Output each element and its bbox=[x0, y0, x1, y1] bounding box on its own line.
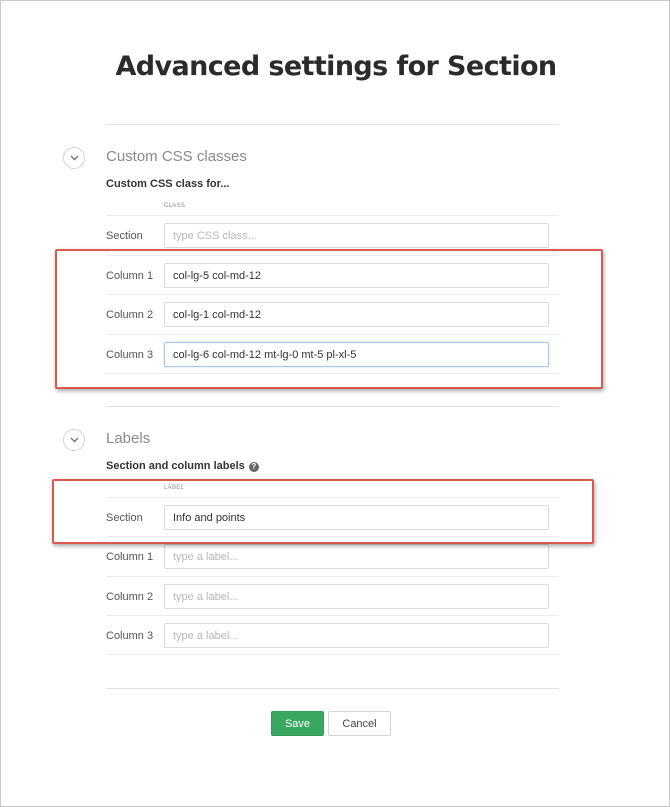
css-class-input-section[interactable] bbox=[164, 223, 549, 248]
label-row-column-1 bbox=[106, 536, 559, 576]
css-class-input-column-1[interactable] bbox=[164, 263, 549, 288]
divider bbox=[106, 688, 559, 689]
css-section-title: Custom CSS classes bbox=[106, 148, 247, 165]
css-row-section bbox=[106, 215, 559, 255]
row-label: Column 1 bbox=[106, 270, 154, 282]
labels-section-toggle[interactable] bbox=[63, 429, 85, 451]
css-class-input-column-2[interactable] bbox=[164, 302, 549, 327]
label-column-header: LABEL bbox=[164, 485, 185, 491]
label-row-section bbox=[106, 497, 559, 537]
labels-subtitle-text: Section and column labels bbox=[106, 460, 245, 472]
cancel-button[interactable]: Cancel bbox=[328, 711, 391, 736]
css-row-column-1 bbox=[106, 255, 559, 295]
class-column-header: CLASS bbox=[164, 203, 186, 209]
css-section-toggle[interactable] bbox=[63, 147, 85, 169]
row-label: Section bbox=[106, 512, 143, 524]
label-input-column-2[interactable] bbox=[164, 584, 549, 609]
css-section-subtitle: Custom CSS class for... bbox=[106, 178, 230, 190]
label-row-column-3 bbox=[106, 615, 559, 655]
row-label: Column 2 bbox=[106, 309, 154, 321]
row-label: Section bbox=[106, 230, 143, 242]
row-label: Column 3 bbox=[106, 630, 154, 642]
chevron-down-icon bbox=[70, 155, 79, 161]
css-row-column-3 bbox=[106, 334, 559, 374]
chevron-down-icon bbox=[70, 437, 79, 443]
label-input-section[interactable] bbox=[164, 505, 549, 530]
page-title: Advanced settings for Section bbox=[115, 51, 557, 82]
save-button[interactable]: Save bbox=[271, 711, 324, 736]
css-class-input-column-3[interactable] bbox=[164, 342, 549, 367]
divider bbox=[106, 124, 559, 125]
row-label: Column 3 bbox=[106, 349, 154, 361]
question-circle-icon[interactable]: ? bbox=[249, 462, 259, 472]
label-row-column-2 bbox=[106, 576, 559, 616]
label-input-column-1[interactable] bbox=[164, 544, 549, 569]
row-label: Column 2 bbox=[106, 591, 154, 603]
label-input-column-3[interactable] bbox=[164, 623, 549, 648]
labels-section-title: Labels bbox=[106, 430, 151, 447]
labels-section-subtitle bbox=[106, 460, 259, 472]
css-row-column-2 bbox=[106, 294, 559, 334]
row-label: Column 1 bbox=[106, 551, 154, 563]
divider bbox=[106, 406, 559, 407]
